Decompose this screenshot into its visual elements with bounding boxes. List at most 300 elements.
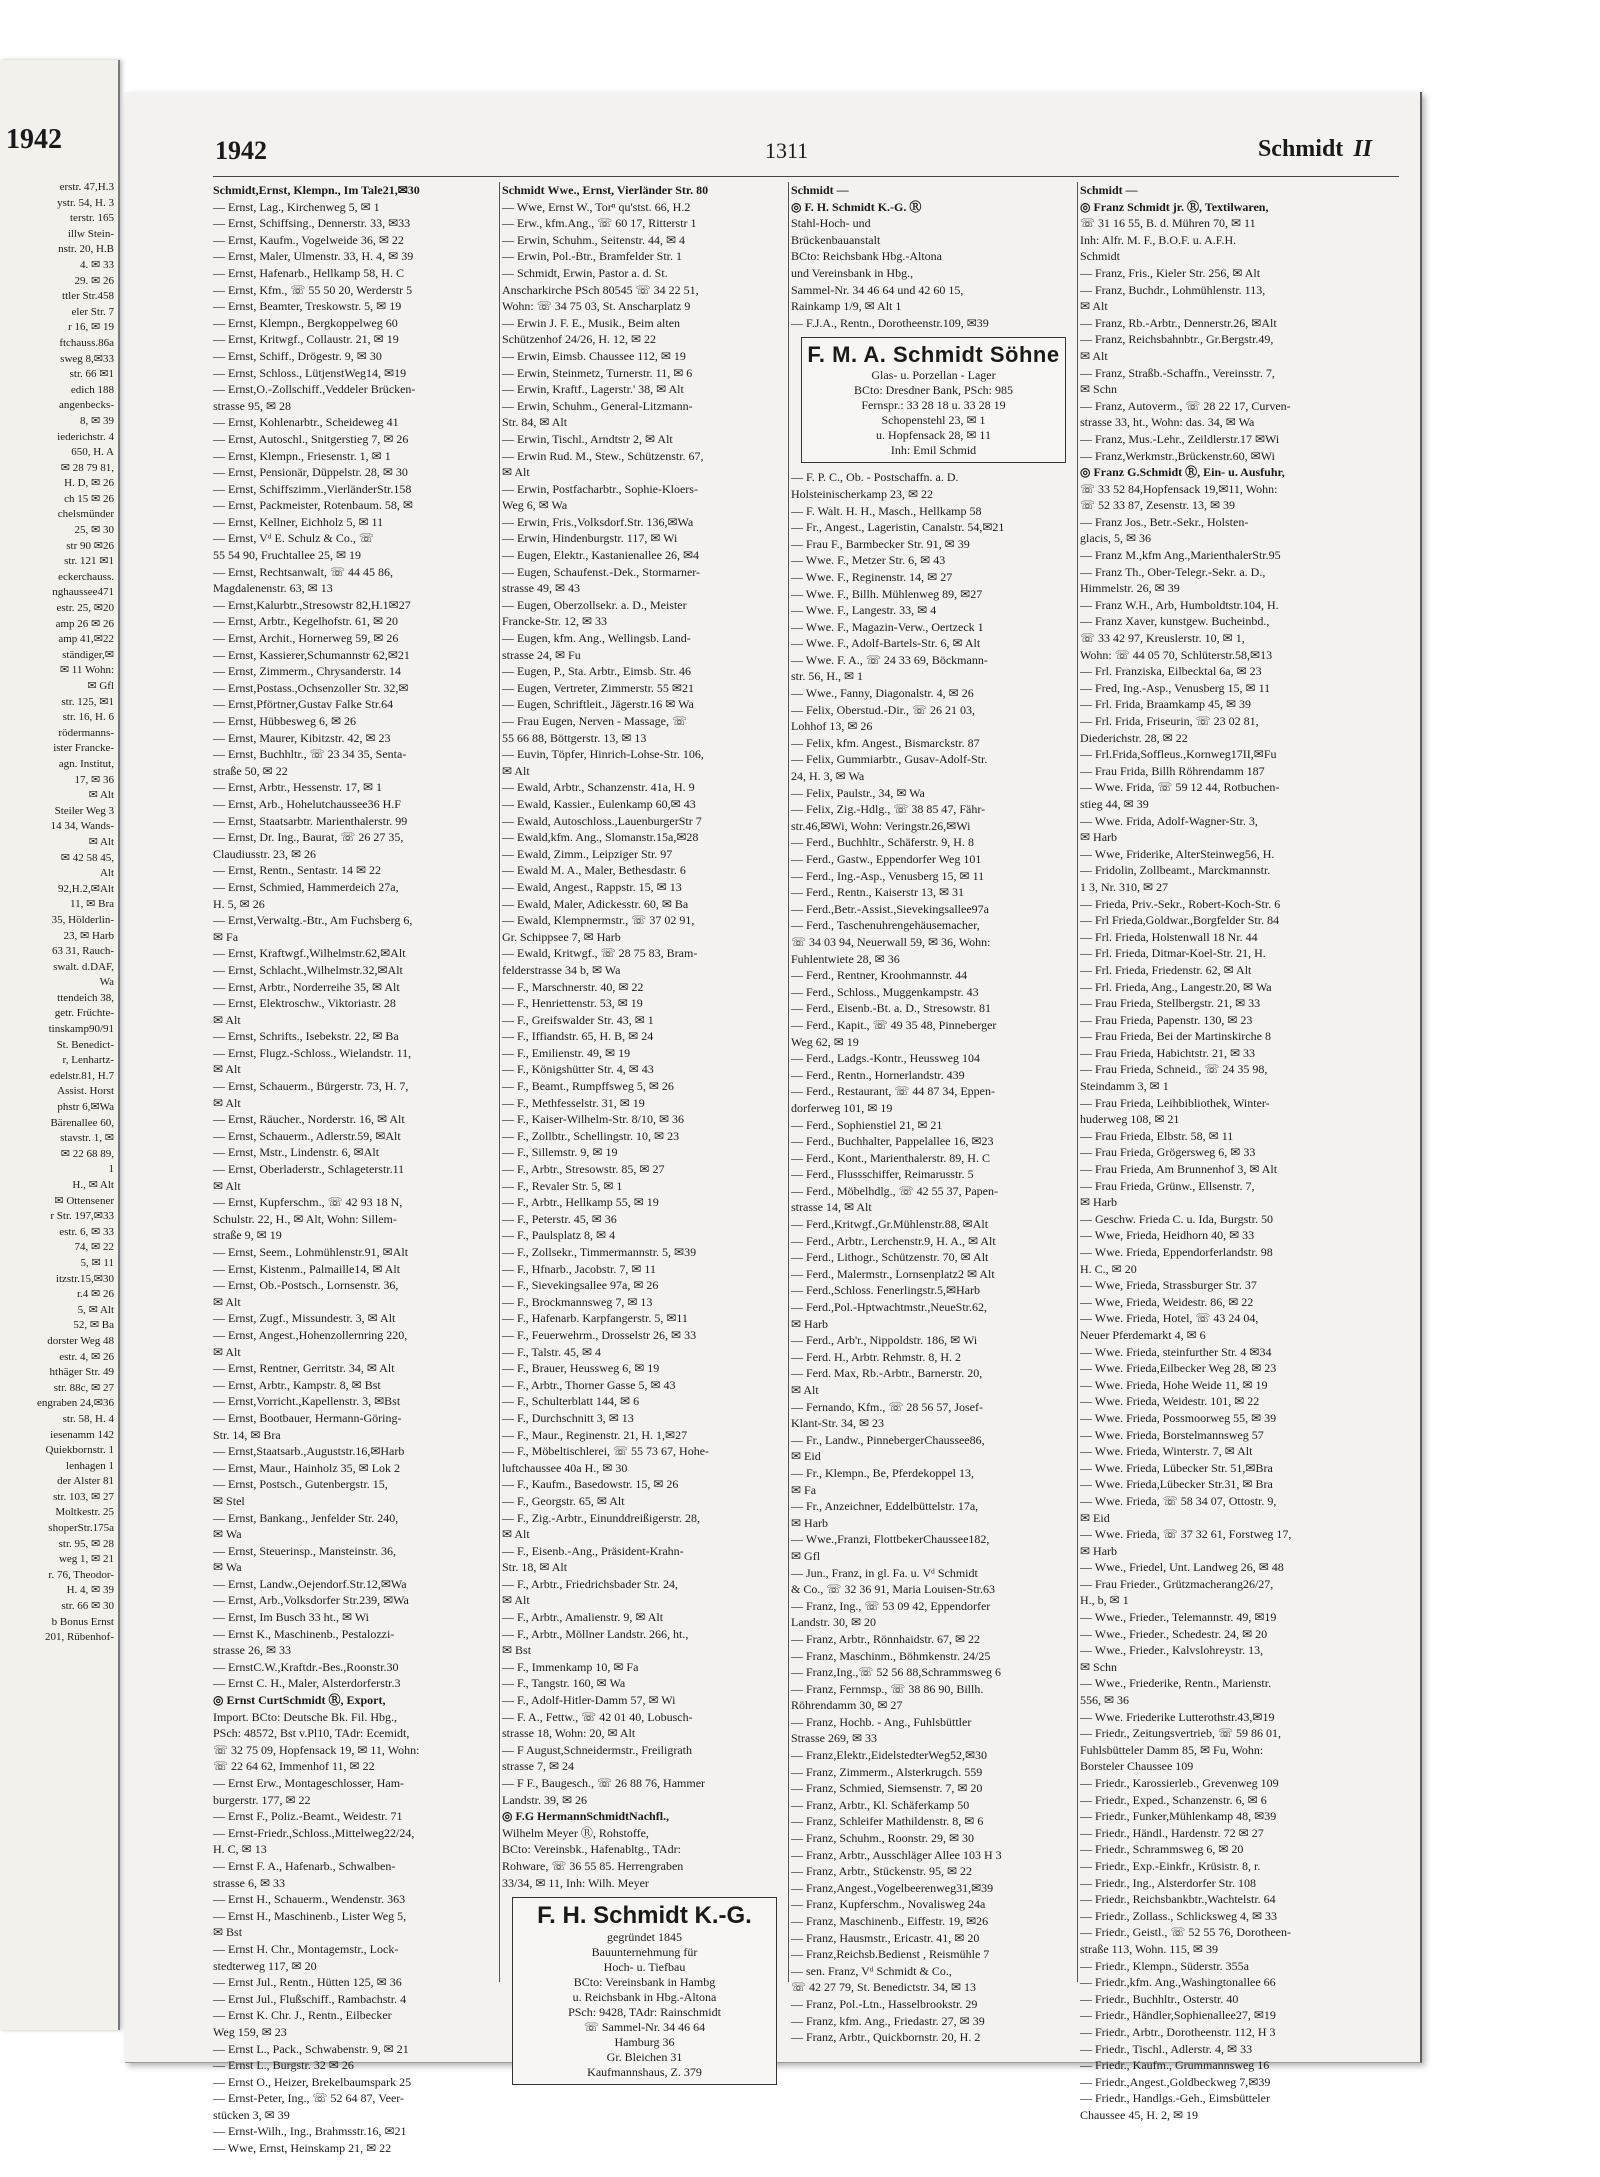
previous-page-line: amp 26 ✉ 26 [55,617,114,630]
directory-column-1 [213,182,498,2156]
directory-entry-line: — Felix, kfm. Angest., Bismarckstr. 87 [791,735,980,750]
directory-entry-line: Himmelstr. 26, ✉ 39 [1080,581,1180,596]
previous-page-line: sweg 8,✉33 [60,352,114,365]
directory-entry-line: — F. Walt. H. H., Masch., Hellkamp 58 [791,503,982,518]
directory-entry-line: — Friedr., Funker,Mühlenkamp 48, ✉39 [1080,1809,1277,1824]
directory-entry-line: H. C., ✉ 20 [1080,1261,1137,1276]
directory-entry-line: — Franz, Ing., ☏ 53 09 42, Eppendorfer [791,1598,991,1613]
directory-entry-line: — Ewald,kfm. Ang., Slomanstr.15a,✉28 [502,830,699,845]
directory-entry-line: — Wwe. Frieda, Possmoorweg 55, ✉ 39 [1080,1410,1277,1425]
directory-entry-line: — Franz, Reichsbahnbtr., Gr.Bergstr.49, [1080,332,1274,347]
previous-page-line: str. 66 ✉1 [69,368,114,381]
directory-entry-line: — Erwin, Kraftf., Lagerstr.' 38, ✉ Alt [502,382,684,397]
ad-line: Glas- u. Porzellan - Lager [871,368,996,383]
page-number: 1311 [765,138,809,163]
previous-page-line: str. 95, ✉ 28 [58,1537,114,1550]
directory-entry-line: — Friedr., Klempn., Süderstr. 355a [1080,1958,1249,1973]
previous-page-lines [0,180,118,1646]
directory-entry-line: — Wwe. Frieda, Weidestr. 101, ✉ 22 [1080,1394,1260,1409]
previous-page-line: eler Str. 7 [71,305,114,318]
directory-entry-line: — Ferd., Buchhltr., Schäferstr. 9, H. 8 [791,835,974,850]
directory-entry-line: — Ernst, Postsch., Gutenbergstr. 15, [213,1477,388,1492]
directory-entry-line: — F., Methfesselstr. 31, ✉ 19 [502,1095,645,1110]
previous-page-strip [0,60,120,2030]
directory-entry-line: — Ferd., Möbelhdlg., ☏ 42 55 37, Papen- [791,1183,998,1198]
directory-entry-line: luftchaussee 40a H., ✉ 30 [502,1460,628,1475]
directory-entry-line: — Frau Frieda, Schneid., ☏ 24 35 98, [1080,1062,1268,1077]
directory-entry-line: felderstrasse 34 b, ✉ Wa [502,962,621,977]
directory-entry-line: — Ewald, Autoschloss.,LauenburgerStr 7 [502,813,702,828]
directory-entry-line: — Ernst, Schauerm., Adlerstr.59, ✉Alt [213,1128,401,1143]
directory-entry-line: — F., Immenkamp 10, ✉ Fa [502,1659,639,1674]
directory-entry-line: — F., Brauer, Heussweg 6, ✉ 19 [502,1361,660,1376]
running-head [1258,136,1372,163]
previous-page-line: str. 103, ✉ 27 [53,1490,114,1503]
directory-entry-line: — F., Arbtr., Friedrichsbader Str. 24, [502,1576,679,1591]
directory-entry-line: ✉ Harb [791,1515,829,1530]
directory-entry-line: — Eugen, Oberzollsekr. a. D., Meister [502,597,687,612]
directory-entry-line: ☏ 22 64 62, Immenhof 11, ✉ 22 [213,1759,375,1774]
previous-page-line: phstr 6,✉Wa [57,1101,114,1114]
directory-entry-line: — F., Brockmannsweg 7, ✉ 13 [502,1294,653,1309]
previous-page-line: dorster Weg 48 [47,1334,114,1347]
directory-entry-line: — Franz M.,kfm Ang.,MarienthalerStr.95 [1080,548,1281,563]
directory-entry-line: — Ernst, Maler, Ulmenstr. 33, H. 4, ✉ 39 [213,249,414,264]
directory-entry-line: ✉ Harb [791,1316,829,1331]
directory-entry-line: — Eugen, Schaufenst.-Dek., Stormarner- [502,564,701,579]
directory-entry-line: — Ernst, Landw.,Oejendorf.Str.12,✉Wa [213,1576,407,1591]
directory-entry-line: BCto: Reichsbank Hbg.-Altona [791,249,942,264]
directory-entry-line: — Friedr.,Angest.,Goldbeckweg 7,✉39 [1080,2074,1271,2089]
directory-entry-line: — F., Iffiandstr. 65, H. B, ✉ 24 [502,1029,654,1044]
directory-entry-line: ✉ Harb [1080,830,1118,845]
directory-entry-line: — F., Schulterblatt 144, ✉ 6 [502,1394,640,1409]
previous-page-line: 17, ✉ 36 [74,773,114,786]
directory-entry-line: Str. 84, ✉ Alt [502,415,568,430]
directory-entry-line: — Ernst, Packmeister, Rotenbaum. 58, ✉ [213,498,413,513]
directory-entry-line: — Frau Frieder., Grützmacherang26/27, [1080,1576,1274,1591]
column-divider [788,182,789,1982]
directory-entry-line: — Ernst Jul., Rentn., Hütten 125, ✉ 36 [213,1975,402,1990]
directory-entry-line: Strasse 269, ✉ 33 [791,1731,878,1746]
directory-entry-line: ✉ Alt [213,1012,241,1027]
directory-entry-line: — F., Maur., Reginenstr. 21, H. 1,✉27 [502,1427,688,1442]
previous-page-line: 201, Rübenhof- [44,1631,114,1644]
directory-entry-line: — Ernst, Vᵈ E. Schulz & Co., ☏ [213,531,374,546]
directory-entry-line: strasse 7, ✉ 24 [502,1759,575,1774]
previous-page-line: r 16, ✉ 19 [68,321,114,334]
directory-entry-line: — Friedr., Exp.-Einkfr., Krüsistr. 8, r. [1080,1858,1261,1873]
directory-entry-line: — Ewald M. A., Maler, Bethesdastr. 6 [502,863,686,878]
previous-page-line: H. 4, ✉ 39 [66,1584,114,1597]
directory-entry-line: — Ferd., Ing.-Asp., Venusberg 15, ✉ 11 [791,868,985,883]
previous-page-line: rödermanns- [58,726,114,739]
directory-entry-line: — Ernst, Hübbesweg 6, ✉ 26 [213,714,357,728]
directory-entry-line: ☏ 32 75 09, Hopfensack 19, ✉ 11, Wohn: [213,1742,420,1757]
directory-entry-line: Holsteinischerkamp 23, ✉ 22 [791,486,934,501]
directory-entry-line: — Ernst,O.-Zollschiff.,Veddeler Brücken- [213,382,416,397]
directory-entry-line: — Franz, Schmied, Siemsenstr. 7, ✉ 20 [791,1781,983,1796]
directory-entry-line: — Ferd., Rentner, Kroohmannstr. 44 [791,968,968,983]
directory-entry-line: ◎ Franz G.Schmidt Ⓡ, Ein- u. Ausfuhr, [1080,465,1285,480]
directory-entry-line: — Frl. Franziska, Eilbecktal 6a, ✉ 23 [1080,664,1262,679]
directory-entry-line: Diederichstr. 28, ✉ 22 [1080,730,1188,745]
directory-entry-line: — F., Arbtr., Hellkamp 55, ✉ 19 [502,1195,659,1210]
directory-entry-line: — Wwe, Frieda, Heidhorn 40, ✉ 33 [1080,1228,1255,1243]
directory-entry-line: — F., Adolf-Hitler-Damm 57, ✉ Wi [502,1693,676,1708]
directory-entry-line: — Frl. Frieda, Ditmar-Koel-Str. 21, H. [1080,946,1266,961]
directory-entry-line: — Friedr., Exped., Schanzenstr. 6, ✉ 6 [1080,1792,1267,1807]
directory-entry-line: ☏ 52 33 87, Zesenstr. 13, ✉ 39 [1080,498,1236,513]
directory-entry-line: — Ernst K., Maschinenb., Pestalozzi- [213,1626,395,1641]
directory-entry-line: — Wwe, Ernst, Heinskamp 21, ✉ 22 [213,2141,392,2156]
directory-entry-line: — Wwe. F., Billh. Mühlenweg 89, ✉27 [791,586,983,601]
directory-entry-line: Weg 159, ✉ 23 [213,2024,287,2039]
directory-entry-line: — Ferd., Malermstr., Lornsenplatz2 ✉ Alt [791,1266,995,1281]
directory-entry-line: — Franz, Hochb. - Ang., Fuhlsbüttler [791,1714,972,1729]
previous-page-line: 650, H. A [71,446,114,459]
directory-entry-line: — Frau Frieda, Stellbergstr. 21, ✉ 33 [1080,996,1261,1011]
directory-entry-line: — Franz,Reichsb.Bedienst , Reismühle 7 [791,1947,990,1962]
directory-entry-line: — Franz, Maschinenb., Eiffestr. 19, ✉26 [791,1914,989,1928]
directory-entry-line: — Frl.Frida,Soffleus.,Kornweg17II,✉Fu [1080,747,1277,762]
directory-entry-line: — Ernst, Rentn., Sentastr. 14 ✉ 22 [213,863,382,878]
directory-entry-line: ◎ F.G HermannSchmidtNachfl., [502,1809,670,1824]
directory-entry-line: ◎ Ernst CurtSchmidt Ⓡ, Export, [213,1693,386,1708]
directory-entry-line: — F.J.A., Rentn., Dorotheenstr.109, ✉39 [791,315,989,330]
directory-entry-line: Weg 6, ✉ Wa [502,498,568,513]
directory-entry-line: ☏ 33 52 84,Hopfensack 19,✉11, Wohn: [1080,481,1278,496]
directory-entry-line: — Ferd., Rentn., Kaiserstr 13, ✉ 31 [791,885,965,900]
directory-entry-line: strasse 33, ht., Wohn: das. 34, ✉ Wa [1080,415,1255,430]
directory-entry-line: — Ernst, Kfm., ☏ 55 50 20, Werderstr 5 [213,282,413,297]
directory-entry-line: — Ernst,Staatsarb.,Auguststr.16,✉Harb [213,1444,405,1459]
previous-page-line: H., ✉ Alt [72,1179,114,1191]
directory-entry-line: ✉ Harb [1080,1543,1118,1558]
directory-entry-line: — Ernst, Arb.,Volksdorfer Str.239, ✉Wa [213,1593,409,1608]
directory-entry-line: — Ernst-Friedr.,Schloss.,Mittelweg22/24, [213,1825,415,1840]
directory-entry-line: ✉ Gfl [791,1548,821,1563]
directory-entry-line: Wohn: ☏ 44 05 70, Schlüterstr.58,✉13 [1080,647,1273,662]
directory-entry-line: — Ernst, Dr. Ing., Baurat, ☏ 26 27 35, [213,830,404,845]
directory-entry-line: — F., Hfnarb., Jacobstr. 7, ✉ 11 [502,1261,656,1276]
directory-entry-line: — Ferd. Max, Rb.-Arbtr., Barnerstr. 20, [791,1366,983,1381]
previous-page-line: agn. Institut, [58,757,114,770]
directory-entry-line: — Ernst, Rechtsanwalt, ☏ 44 45 86, [213,564,393,579]
previous-page-line: ✉ 28 79 81, [60,461,114,474]
directory-entry-line: — Franz, Fris., Kieler Str. 256, ✉ Alt [1080,265,1261,280]
directory-entry-line: — Frau Frieda, Elbstr. 58, ✉ 11 [1080,1128,1234,1143]
previous-page-line: r Str. 197,✉33 [50,1210,114,1223]
page-year: 1942 [215,136,267,165]
ad-line: BCto: Vereinsbank in Hambg [573,1975,716,1990]
directory-entry-line: Schulstr. 22, H., ✉ Alt, Wohn: Sillem- [213,1211,397,1226]
directory-entry-line: Fuhlentwiete 28, ✉ 36 [791,951,900,966]
directory-entry-line: str. 56, H., ✉ 1 [791,669,864,684]
directory-entry-line: — F., Marschnerstr. 40, ✉ 22 [502,979,644,994]
directory-entry-line: Borsteler Chaussee 109 [1080,1759,1194,1774]
directory-entry-line: — Ferd.,Schloss. Fenerlingstr.5,✉Harb [791,1283,981,1298]
directory-column-2 [502,182,787,2080]
directory-entry-line: — Ernst O., Heizer, Brekelbaumspark 25 [213,2074,412,2089]
directory-entry-line: — Frau F., Barmbecker Str. 91, ✉ 39 [791,536,970,551]
directory-entry-line: — Fr., Angest., Lageristin, Canalstr. 54,✉21 [791,520,1005,535]
directory-entry-line: — F., Königshütter Str. 4, ✉ 43 [502,1062,654,1077]
directory-entry-line: — F August,Schneidermstr., Freiligrath [502,1742,692,1757]
directory-entry-line: — Franz, Arbtr., Stückenstr. 95, ✉ 22 [791,1864,973,1879]
previous-page-line: hthäger Str. 49 [49,1366,114,1379]
previous-page-line: Wa [99,976,114,989]
directory-entry-line: ✉ Alt [213,1095,241,1110]
directory-entry-line: — Erwin J. F. E., Musik., Beim alten [502,315,681,330]
previous-page-line: 25, ✉ 30 [74,524,114,537]
directory-entry-line: — Felix, Paulstr., 34, ✉ Wa [791,785,925,800]
directory-entry-line: — ErnstC.W.,Kraftdr.-Bes.,Roonstr.30 [213,1659,399,1674]
previous-page-line: str. 66 ✉ 30 [61,1600,114,1613]
directory-entry-line: — Erw., kfm.Ang., ☏ 60 17, Ritterstr 1 [502,216,697,231]
directory-entry-line: — F., Kaufm., Basedowstr. 15, ✉ 26 [502,1477,679,1492]
directory-entry-line: — Frl. Frida, Friseurin, ☏ 23 02 81, [1080,714,1259,728]
directory-entry-line: ✉ Alt [213,1294,241,1309]
directory-entry-line: — Ernst,Verwaltg.-Btr., Am Fuchsberg 6, [213,913,413,928]
directory-entry-line: — Ernst, Kritwgf., Collaustr. 21, ✉ 19 [213,332,399,347]
directory-entry-line: — Eugen, P., Sta. Arbtr., Eimsb. Str. 46 [502,664,692,679]
directory-entry-line: glacis, 5, ✉ 36 [1080,531,1152,546]
directory-entry-line: — Franz, Fernmsp., ☏ 38 86 90, Billh. [791,1681,984,1696]
directory-entry-line: — Ernst, Kohlenarbtr., Scheideweg 41 [213,415,399,430]
directory-entry-line: — Felix, Zig.-Hdlg., ☏ 38 85 47, Fähr- [791,802,986,817]
previous-page-line: getr. Früchte- [54,1007,114,1020]
directory-entry-line: — Erwin, Postfacharbtr., Sophie-Kloers- [502,481,698,496]
previous-page-line: eckerchauss. [58,570,114,583]
directory-entry-line: — Ernst, Schlacht.,Wilhelmstr.32,✉Alt [213,962,403,977]
directory-entry-line: — Ernst H., Maschinenb., Lister Weg 5, [213,1908,407,1923]
directory-entry-line: Stahl-Hoch- und [791,216,871,231]
directory-entry-line: — Ernst, Arbtr., Hessenstr. 17, ✉ 1 [213,780,383,795]
previous-page-line: Steiler Weg 3 [54,804,114,817]
directory-entry-line: — F., Arbtr., Möllner Landstr. 266, ht., [502,1626,689,1641]
previous-page-line: 8, ✉ 39 [80,414,114,427]
directory-entry-line: stedterweg 117, ✉ 20 [213,1958,317,1973]
directory-entry-line: — Wwe. Frieda, Winterstr. 7, ✉ Alt [1080,1444,1253,1459]
directory-entry-line: — Ernst F., Poliz.-Beamt., Weidestr. 71 [213,1809,403,1824]
directory-entry-line: — Geschw. Frieda C. u. Ida, Burgstr. 50 [1080,1211,1273,1226]
directory-entry-line: ✉ Wa [213,1560,242,1575]
directory-entry-line: ✉ Alt [502,1527,530,1542]
directory-entry-line: — F., Möbeltischlerei, ☏ 55 73 67, Hohe- [502,1444,710,1459]
directory-entry-line: — Ewald, Angest., Rappstr. 15, ✉ 13 [502,879,682,894]
directory-entry-line: dorferweg 101, ✉ 19 [791,1100,893,1115]
previous-page-line: Alt [99,867,114,880]
previous-page-line: H. D, ✉ 26 [64,477,114,490]
directory-entry-line: — Ernst, Schloss., LütjenstWeg14, ✉19 [213,365,407,380]
directory-entry-line: — Wwe. Friederike Lutterothstr.43,✉19 [1080,1709,1275,1724]
directory-entry-line: — F., Emilienstr. 49, ✉ 19 [502,1045,631,1060]
directory-entry-line: — Ernst, Im Busch 33 ht., ✉ Wi [213,1610,370,1625]
previous-page-line: 92,H.2,✉Alt [58,882,114,895]
directory-entry-line: — Frieda, Priv.-Sekr., Robert-Koch-Str. 6 [1080,896,1281,911]
directory-entry-line: ✉ Bst [213,1925,243,1940]
directory-entry-line: Fuhlsbütteler Damm 85, ✉ Fu, Wohn: [1080,1742,1264,1757]
directory-entry-line: — Friedr., Händl., Hardenstr. 72 ✉ 27 [1080,1825,1264,1840]
directory-entry-line: — Ferd., Rentn., Hornerlandstr. 439 [791,1067,965,1082]
directory-entry-line: — Ewald, Arbtr., Schanzenstr. 41a, H. 9 [502,780,695,795]
directory-entry-line: — F., Georgstr. 65, ✉ Alt [502,1493,625,1508]
directory-entry-line: — Ernst, Arbtr., Kampstr. 8, ✉ Bst [213,1377,381,1392]
directory-entry-line: Rohware, ☏ 36 55 85. Herrengraben [502,1858,684,1873]
previous-page-line: ✉ Ottensener [54,1194,114,1207]
directory-entry-line: — Ferd., Sophienstiel 21, ✉ 21 [791,1117,943,1132]
directory-entry-line: — Ernst, Bankang., Jenfelder Str. 240, [213,1510,399,1525]
directory-entry-line: ✉ Eid [1080,1510,1110,1525]
directory-entry-line: strasse 95, ✉ 28 [213,398,292,413]
directory-entry-line: — Ernst Erw., Montageschlosser, Ham- [213,1776,405,1790]
directory-entry-line: — Jun., Franz, in gl. Fa. u. Vᵈ Schmidt [791,1565,978,1580]
directory-entry-line: Schützenhof 24/26, H. 12, ✉ 22 [502,332,657,347]
directory-entry-line: — Franz, Kupferschm., Novalisweg 24a [791,1897,986,1912]
directory-entry-line: — Ferd., Restaurant, ☏ 44 87 34, Eppen- [791,1084,995,1099]
directory-entry-line: — Ernst, Kistenm., Palmaille14, ✉ Alt [213,1261,401,1276]
directory-entry-line: — Fred, Ing.-Asp., Venusberg 15, ✉ 11 [1080,680,1271,695]
previous-page-line: ständiger,✉ [62,648,114,661]
directory-entry-line: — Ernst F. A., Hafenarb., Schwalben- [213,1858,396,1873]
directory-entry-line: — Wwe. Frieda, Borstelmannsweg 57 [1080,1427,1264,1442]
directory-entry-line: — Ernst, Oberladerstr., Schlageterstr.11 [213,1162,405,1177]
previous-page-line: b Bonus Ernst [51,1615,114,1628]
directory-entry-line: H., b, ✉ 1 [1080,1593,1129,1608]
directory-entry-line: — Ernst, Kellner, Eichholz 5, ✉ 11 [213,514,384,529]
directory-entry-line: ✉ Alt [1080,299,1108,314]
directory-entry-line: — F F., Baugesch., ☏ 26 88 76, Hammer [502,1776,706,1790]
directory-page [125,92,1422,2156]
previous-page-line: r.4 ✉ 26 [76,1288,114,1301]
directory-entry-line: — Ernst, Schiffsing., Dennerstr. 33, ✉33 [213,216,411,231]
directory-entry-line: straße 113, Wohn. 115, ✉ 39 [1080,1941,1218,1956]
directory-entry-line: — Ferd., Schloss., Muggenkampstr. 43 [791,984,979,999]
directory-entry-line: — Wwe. Frieda, Hohe Weide 11, ✉ 19 [1080,1377,1268,1392]
directory-entry-line: straße 9, ✉ 19 [213,1228,282,1243]
ad-line: Hamburg 36 [614,2035,675,2050]
directory-entry-line: — Ernst, Zimmerm., Chrysanderstr. 14 [213,664,401,679]
directory-entry-line: — Franz, Arbtr., Rönnhaidstr. 67, ✉ 22 [791,1631,981,1646]
directory-entry-line: — Frau Eugen, Nerven - Massage, ☏ [502,714,687,728]
directory-entry-line: — Ernst, Staatsarbtr. Marienthalerstr. 99 [213,813,408,828]
previous-page-line: ch 15 ✉ 26 [64,492,114,505]
previous-page-line: 5, ✉ 11 [80,1256,114,1269]
directory-entry-line: — Wwe. Frieda, Lübecker Str. 51,✉Bra [1080,1460,1273,1475]
directory-entry-line: Schmidt Wwe., Ernst, Vierländer Str. 80 [502,183,709,197]
previous-page-line: 14 34, Wands- [50,820,114,833]
directory-entry-line: Wilhelm Meyer Ⓡ, Rohstoffe, [502,1825,649,1840]
directory-entry-line: Import. BCto: Deutsche Bk. Fil. Hbg., [213,1709,397,1724]
previous-page-line: ystr. 54, H. 3 [57,196,114,209]
directory-entry-line: — Ernst, Hafenarb., Hellkamp 58, H. C [213,265,404,280]
directory-entry-line: stücken 3, ✉ 39 [213,2107,290,2122]
directory-entry-line: — Ernst K. Chr. J., Rentn., Eilbecker [213,2008,392,2023]
directory-entry-line: — Ewald, Klempnermstr., ☏ 37 02 91, [502,913,695,928]
page-header [125,128,1420,168]
directory-entry-line: — Frau Frieda, Bei der Martinskirche 8 [1080,1029,1271,1044]
previous-page-line: 35, Hölderlin- [51,913,114,926]
directory-entry-line: ✉ Harb [1080,1195,1118,1210]
directory-entry-line: — F., Feuerwehrm., Drosselstr 26, ✉ 33 [502,1327,697,1342]
directory-entry-line: — Friedr., Händler,Sophienallee27, ✉19 [1080,2008,1276,2023]
directory-entry-line: ✉ Fa [791,1482,817,1497]
previous-page-line: str. 88c, ✉ 27 [53,1381,114,1394]
directory-entry-line: — F., Arbtr., Stresowstr. 85, ✉ 27 [502,1162,665,1177]
directory-entry-line: Steindamm 3, ✉ 1 [1080,1079,1169,1094]
directory-entry-line: — Ewald, Kassier., Eulenkamp 60,✉ 43 [502,796,696,811]
directory-entry-line: — Fernando, Kfm., ☏ 28 56 57, Josef- [791,1399,983,1414]
previous-page-line: ✉ 42 58 45, [60,851,114,864]
directory-entry-line: ✉ Fa [213,929,239,944]
previous-page-line: ✉ Alt [88,835,114,848]
previous-page-line: Quiekbornstr. 1 [45,1444,114,1457]
directory-entry-line: str.46,✉Wi, Wohn: Veringstr.26,✉Wi [791,818,971,833]
directory-entry-line: H. 5, ✉ 26 [213,896,265,911]
directory-entry-line: — Ferd.,Kritwgf.,Gr.Mühlenstr.88, ✉Alt [791,1217,989,1232]
previous-page-line: tinskamp90/91 [48,1023,114,1036]
directory-entry-line: — Ferd., Buchhalter, Pappelallee 16, ✉23 [791,1134,994,1149]
ad-line: gegründet 1845 [607,1930,682,1945]
directory-entry-line: — Ernst, Ob.-Postsch., Lornsenstr. 36, [213,1278,399,1293]
directory-entry-line: — Franz, Straßb.-Schaffn., Vereinsstr. 7, [1080,365,1275,380]
directory-entry-line: — Wwe., Fanny, Diagonalstr. 4, ✉ 26 [791,686,974,701]
directory-entry-line: — Ernst-Wilh., Ing., Brahmsstr.16, ✉21 [213,2124,407,2139]
directory-entry-line: — Frl. Frida, Braamkamp 45, ✉ 39 [1080,697,1252,712]
directory-entry-line: — Friedr.,kfm. Ang.,Washingtonallee 66 [1080,1975,1276,1990]
directory-entry-line: — F., Eisenb.-Ang., Präsident-Krahn- [502,1543,684,1558]
directory-entry-line: Schmidt — [1080,183,1138,197]
directory-entry-line: — Ernst, Maur., Hainholz 35, ✉ Lok 2 [213,1460,401,1475]
directory-entry-line: Claudiusstr. 23, ✉ 26 [213,846,317,861]
directory-entry-line: — Ernst, Räucher., Norderstr. 16, ✉ Alt [213,1112,405,1127]
directory-entry-line: — Ernst, Kupferschm., ☏ 42 93 18 N, [213,1195,403,1210]
directory-entry-line: — F., Kaiser-Wilhelm-Str. 8/10, ✉ 36 [502,1112,685,1127]
previous-page-line: Bärenallee 60, [50,1116,114,1129]
directory-entry-line: — F. P. C., Ob. - Postschaffn. a. D. [791,470,959,485]
directory-entry-line: — Wwe. Frieda, Eppendorferlandstr. 98 [1080,1245,1273,1259]
directory-entry-line: — Frau Frieda, Papenstr. 130, ✉ 23 [1080,1012,1253,1027]
directory-entry-line: — Ferd., Ladgs.-Kontr., Heussweg 104 [791,1051,980,1066]
directory-entry-line: — F., Henriettenstr. 53, ✉ 19 [502,996,643,1011]
previous-page-line: weg 1, ✉ 21 [58,1553,114,1566]
directory-entry-line: — Ernst, Arb., Hohelutchaussee36 H.F [213,796,401,811]
directory-entry-line: straße 50, ✉ 22 [213,763,288,778]
directory-entry-line: — Franz, Zimmerm., Alsterkrugch. 559 [791,1764,983,1779]
directory-entry-line: — Franz,Werkmstr.,Brückenstr.60, ✉Wi [1080,448,1275,463]
directory-entry-line: — Ferd. H., Arbtr. Rehmstr. 8, H. 2 [791,1349,961,1364]
directory-entry-line: — Ernst Jul., Flußschiff., Rambachstr. 4 [213,1991,407,2006]
directory-entry-line: Anscharkirche PSch 80545 ☏ 34 22 51, [502,282,699,297]
directory-entry-line: — Franz, Mus.-Lehr., Zeildlerstr.17 ✉Wi [1080,431,1280,446]
directory-entry-line: — Ernst, Arbtr., Norderreihe 35, ✉ Alt [213,979,400,994]
previous-page-line: ister Francke- [53,742,114,755]
directory-entry-line: — Ernst,Kalurbtr.,Stresowstr 82,H.1✉27 [213,597,411,612]
directory-entry-line: und Vereinsbank in Hbg., [791,265,914,280]
directory-entry-line: — F., Hafenarb. Karpfangerstr. 5, ✉11 [502,1311,688,1326]
directory-entry-line: — F., Sillemstr. 9, ✉ 19 [502,1145,618,1160]
directory-entry-line: — Wwe. Frieda, steinfurther Str. 4 ✉34 [1080,1344,1272,1359]
previous-page-line: terstr. 165 [70,212,114,225]
previous-page-line: edich 188 [70,383,114,396]
directory-entry-line: — Ernst, Flugz.-Schloss., Wielandstr. 11, [213,1045,412,1060]
directory-entry-line: — Wwe.,Franzi, FlottbekerChaussee182, [791,1532,990,1547]
directory-entry-line: — Erwin, Pol.-Btr., Bramfelder Str. 1 [502,249,682,264]
ad-line: u. Hopfensack 28, ✉ 11 [876,428,991,443]
directory-entry-line: — Franz, Schuhm., Roonstr. 29, ✉ 30 [791,1831,975,1846]
previous-page-year: 1942 [6,124,62,155]
